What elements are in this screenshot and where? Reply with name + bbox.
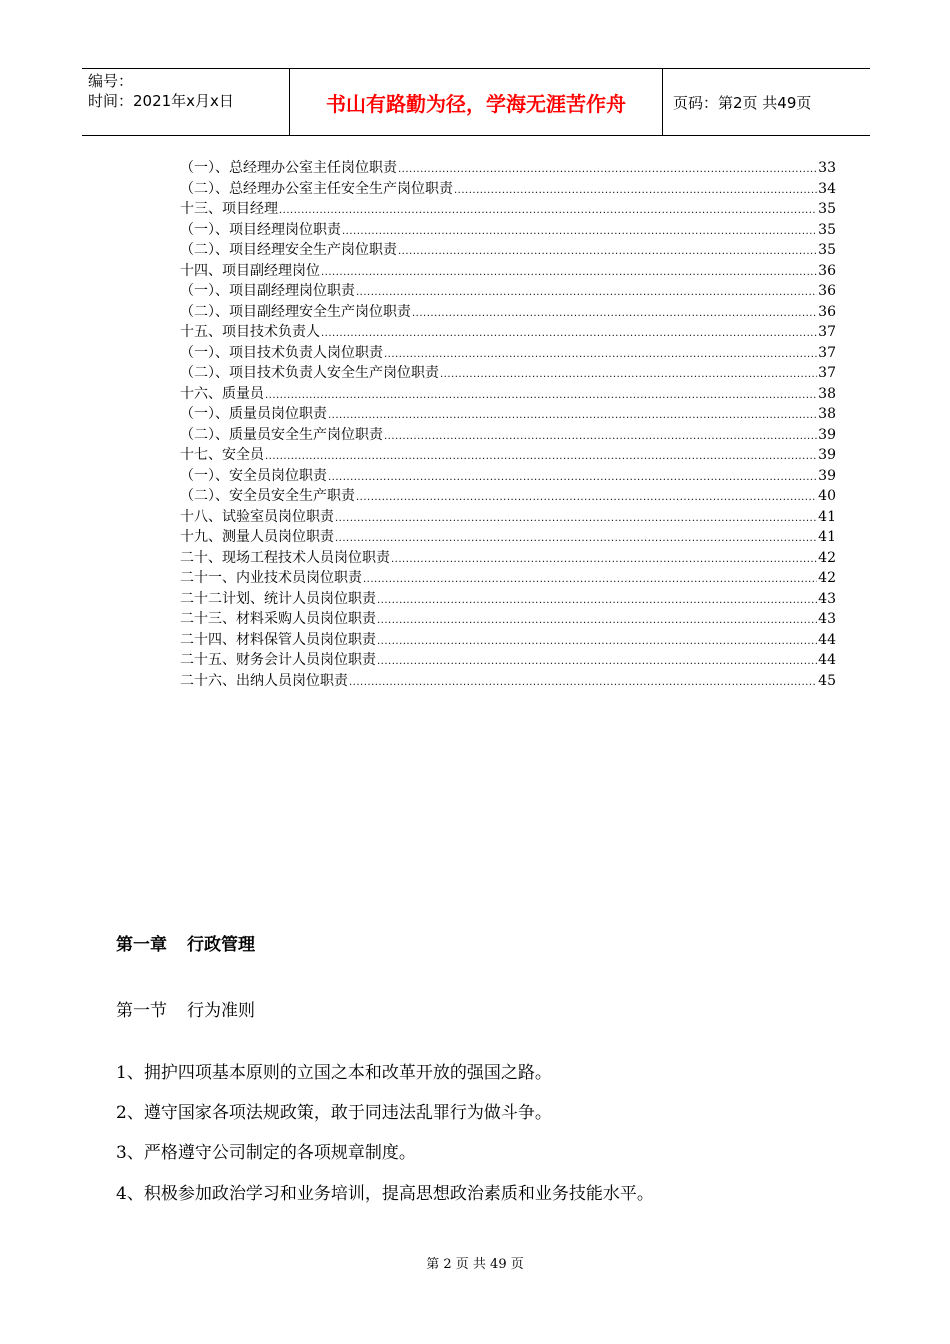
toc-dot-leader: [328, 466, 817, 489]
toc-dot-leader: [321, 322, 817, 345]
toc-dot-leader: [377, 630, 817, 653]
toc-entry-title: 二十四、材料保管人员岗位职责: [180, 631, 376, 648]
toc-entry[interactable]: [180, 568, 836, 589]
toc-entry[interactable]: [180, 527, 836, 548]
toc-entry-page: 39: [818, 447, 836, 463]
toc-entry-title: （二）、项目副经理安全生产岗位职责: [180, 303, 411, 320]
toc-entry-page: 41: [818, 508, 836, 525]
toc-entry[interactable]: [180, 240, 836, 261]
toc-entry[interactable]: [180, 589, 836, 610]
toc-entry[interactable]: [180, 302, 836, 323]
toc-entry-title: （一）、安全员岗位职责: [180, 467, 327, 484]
toc-entry-page: 35: [818, 221, 836, 238]
document-number-label: 编号：: [88, 72, 134, 90]
chapter-heading: [116, 930, 275, 955]
toc-entry-title: （二）、总经理办公室主任安全生产岗位职责: [180, 180, 453, 197]
chapter-title: 行政管理: [187, 935, 255, 955]
toc-dot-leader: [356, 486, 817, 509]
toc-entry-title: （二）、安全员安全生产职责: [180, 488, 355, 504]
toc-entry-page: 45: [818, 672, 836, 689]
toc-entry-page: 39: [818, 467, 836, 484]
toc-entry-title: 十七、安全员: [180, 447, 264, 463]
toc-dot-leader: [328, 404, 817, 427]
chapter-number: 第一章: [116, 935, 167, 955]
section-title: 行为准则: [187, 1001, 255, 1021]
toc-dot-leader: [398, 158, 817, 181]
toc-dot-leader: [412, 302, 817, 325]
toc-entry-title: （一）、总经理办公室主任岗位职责: [180, 160, 397, 176]
toc-entry-page: 40: [818, 488, 836, 504]
toc-entry[interactable]: [180, 486, 836, 507]
toc-entry-title: 十九、测量人员岗位职责: [180, 529, 334, 545]
paragraph: 2、遵守国家各项法规政策，敢于同违法乱罪行为做斗争。: [116, 1103, 552, 1123]
toc-dot-leader: [349, 671, 817, 694]
toc-entry[interactable]: [180, 384, 836, 405]
toc-entry-title: 二十二计划、统计人员岗位职责: [180, 590, 376, 607]
toc-dot-leader: [335, 507, 817, 530]
toc-entry-page: 37: [818, 365, 836, 381]
toc-entry[interactable]: [180, 404, 836, 425]
toc-entry-page: 33: [818, 160, 836, 176]
toc-dot-leader: [398, 240, 817, 263]
toc-dot-leader: [391, 548, 817, 571]
toc-entry-title: （二）、项目经理安全生产岗位职责: [180, 242, 397, 258]
toc-entry-title: 二十五、财务会计人员岗位职责: [180, 652, 376, 668]
document-time-label: 时间：2021年x月x日: [88, 92, 234, 110]
toc-entry[interactable]: [180, 363, 836, 384]
toc-entry-title: （二）、项目技术负责人安全生产岗位职责: [180, 365, 439, 381]
toc-entry-page: 38: [818, 406, 836, 422]
toc-entry[interactable]: [180, 507, 836, 528]
toc-entry-title: （一）、质量员岗位职责: [180, 406, 327, 422]
toc-entry-page: 38: [818, 385, 836, 402]
paragraph: 1、拥护四项基本原则的立国之本和改革开放的强国之路。: [116, 1063, 552, 1083]
toc-entry[interactable]: [180, 650, 836, 671]
toc-entry-title: 十八、试验室员岗位职责: [180, 508, 334, 525]
toc-entry[interactable]: [180, 220, 836, 241]
section-heading: [116, 996, 275, 1021]
toc-entry[interactable]: [180, 343, 836, 364]
toc-entry[interactable]: [180, 671, 836, 692]
toc-entry-title: （一）、项目技术负责人岗位职责: [180, 344, 383, 361]
header-page-info: 页码：第2页 共49页: [673, 93, 812, 112]
toc-dot-leader: [335, 527, 817, 550]
toc-entry[interactable]: [180, 281, 836, 302]
toc-entry[interactable]: [180, 199, 836, 220]
toc-entry-title: 二十三、材料采购人员岗位职责: [180, 611, 376, 627]
toc-dot-leader: [356, 281, 817, 304]
toc-entry-title: （一）、项目经理岗位职责: [180, 221, 341, 238]
toc-entry-page: 36: [818, 283, 836, 299]
toc-entry-title: 十三、项目经理: [180, 201, 278, 217]
section-number: 第一节: [116, 1001, 167, 1021]
header-motto: 书山有路勤为径，学海无涯苦作舟: [290, 69, 663, 135]
toc-entry[interactable]: [180, 630, 836, 651]
toc-entry-page: 35: [818, 201, 836, 217]
toc-entry-page: 39: [818, 426, 836, 443]
toc-entry-page: 37: [818, 344, 836, 361]
toc-entry-page: 43: [818, 611, 836, 627]
toc-dot-leader: [384, 425, 817, 448]
toc-entry[interactable]: [180, 466, 836, 487]
paragraph: 3、严格遵守公司制定的各项规章制度。: [116, 1143, 416, 1163]
toc-dot-leader: [265, 384, 817, 407]
toc-dot-leader: [377, 609, 817, 632]
toc-entry-title: （二）、质量员安全生产岗位职责: [180, 426, 383, 443]
toc-entry-page: 44: [818, 631, 836, 648]
toc-entry-page: 35: [818, 242, 836, 258]
toc-entry[interactable]: [180, 548, 836, 569]
toc-entry-page: 36: [818, 303, 836, 320]
toc-entry-page: 37: [818, 324, 836, 340]
toc-entry-title: （一）、项目副经理岗位职责: [180, 283, 355, 299]
toc-entry-page: 42: [818, 549, 836, 566]
toc-entry[interactable]: [180, 179, 836, 200]
toc-dot-leader: [384, 343, 817, 366]
toc-entry-title: 二十六、出纳人员岗位职责: [180, 672, 348, 689]
toc-dot-leader: [440, 363, 817, 386]
toc-entry-page: 43: [818, 590, 836, 607]
toc-entry[interactable]: [180, 158, 836, 179]
toc-entry-page: 44: [818, 652, 836, 668]
toc-dot-leader: [265, 445, 817, 468]
toc-entry[interactable]: [180, 322, 836, 343]
toc-entry-title: 十六、质量员: [180, 385, 264, 402]
toc-entry-page: 41: [818, 529, 836, 545]
toc-entry[interactable]: [180, 445, 836, 466]
toc-dot-leader: [363, 568, 817, 591]
page-header: [82, 68, 870, 136]
toc-dot-leader: [279, 199, 817, 222]
toc-entry-page: 36: [818, 262, 836, 279]
toc-entry-title: 二十、现场工程技术人员岗位职责: [180, 549, 390, 566]
toc-entry[interactable]: [180, 609, 836, 630]
page-footer: 第 2 页 共 49 页: [426, 1257, 524, 1272]
table-of-contents: [180, 158, 836, 691]
toc-dot-leader: [321, 261, 817, 284]
paragraph: 4、积极参加政治学习和业务培训，提高思想政治素质和业务技能水平。: [116, 1184, 654, 1204]
toc-dot-leader: [377, 589, 817, 612]
toc-dot-leader: [377, 650, 817, 673]
toc-dot-leader: [454, 179, 817, 202]
toc-dot-leader: [342, 220, 817, 243]
toc-entry-title: 十四、项目副经理岗位: [180, 262, 320, 279]
toc-entry-page: 34: [818, 180, 836, 197]
toc-entry[interactable]: [180, 261, 836, 282]
toc-entry-title: 二十一、内业技术员岗位职责: [180, 570, 362, 586]
toc-entry[interactable]: [180, 425, 836, 446]
header-meta: [82, 69, 290, 135]
toc-entry-title: 十五、项目技术负责人: [180, 324, 320, 340]
toc-entry-page: 42: [818, 570, 836, 586]
